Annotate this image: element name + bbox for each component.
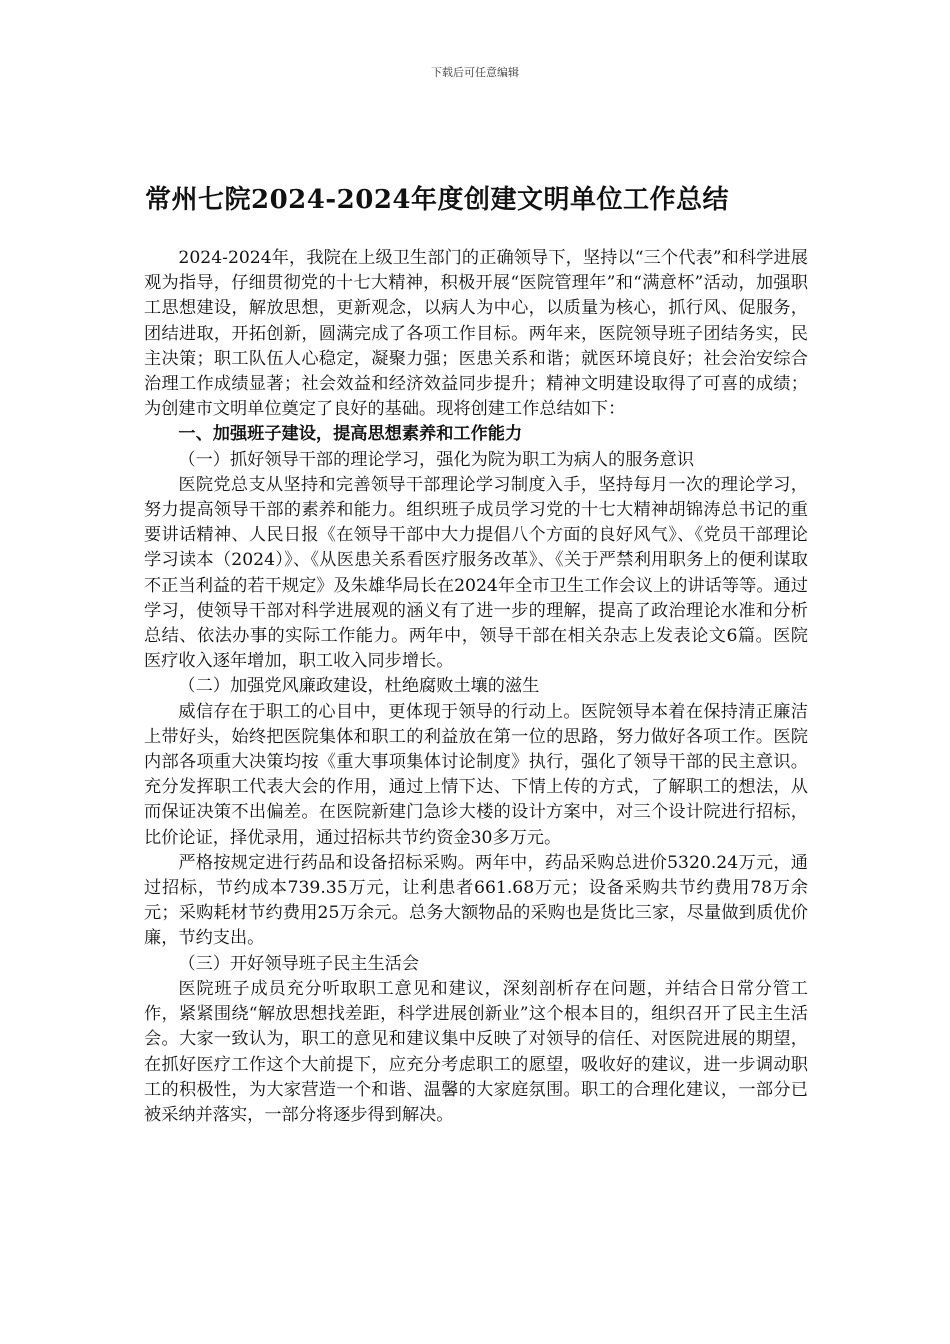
body-paragraph: 威信存在于职工的心目中，更体现于领导的行动上。医院领导本着在保持清正廉洁上带好头，始终把医院集体和职工的利益放在第一位的思路，努力做好各项工作。医院内部各项重大决策均按《重大事项集体讨论制度》执行，强化了领导干部的民主意识。充分发挥职工代表大会的作用，通过上情下达、下情上传的方式，了解职工的想法，从而保证决策不出偏差。在医院新建门急诊大楼的设计方案中，对三个设计院进行招标，比价论证，择优录用，通过招标共节约资金30多万元。 xyxy=(144,701,808,848)
subsection-heading: （一）抓好领导干部的理论学习，强化为院为职工为病人的服务意识 xyxy=(178,449,695,470)
subsection-heading: （三）开好领导班子民主生活会 xyxy=(178,953,420,974)
body-paragraph: 医院班子成员充分听取职工意见和建议，深刻剖析存在问题，并结合日常分管工作，紧紧围绕“解放思想找差距，科学进展创新业”这个根本目的，组织召开了民主生活会。大家一致认为，职工的意见和建议集中反映了对领导的信任、对医院进展的期望，在抓好医疗工作这个大前提下，应充分考虑职工的愿望，吸收好的建议，进一步调动职工的积极性，为大家营造一个和谐、温馨的大家庭氛围。职工的合理化建议，一部分已被采纳并落实，一部分将逐步得到解决。 xyxy=(144,978,808,1125)
subsection-heading: （二）加强党风廉政建设，杜绝腐败土壤的滋生 xyxy=(178,676,540,697)
intro-paragraph: 2024-2024年，我院在上级卫生部门的正确领导下，坚持以“三个代表”和科学进展观为指导，仔细贯彻党的十七大精神，积极开展“医院管理年”和“满意杯”活动，加强职工思想建设，解放思想，更新观念，以病人为中心，以质量为核心，抓行风、促服务，团结进取，开拓创新，圆满完成了各项工作目标。两年来，医院领导班子团结务实，民主决策；职工队伍人心稳定，凝聚力强；医患关系和谐；就医环境良好；社会治安综合治理工作成绩显著；社会效益和经济效益同步提升；精神文明建设取得了可喜的成绩；为创建市文明单位奠定了良好的基础。现将创建工作总结如下： xyxy=(144,248,808,420)
body-paragraph: 医院党总支从坚持和完善领导干部理论学习制度入手，坚持每月一次的理论学习，努力提高领导干部的素养和能力。组织班子成员学习党的十七大精神胡锦涛总书记的重要讲话精神、人民日报《在领导干部中大力提倡八个方面的良好风气》、《党员干部理论学习读本（2024）》、《从医患关系看医疗服务改革》、《关于严禁利用职务上的便利谋取不正当利益的若干规定》及朱雄华局长在2024年全市卫生工作会议上的讲话等等。通过学习，使领导干部对科学进展观的涵义有了进一步的理解，提高了政治理论水准和分析总结、依法办事的实际工作能力。两年中，领导干部在相关杂志上发表论文6篇。医院医疗收入逐年增加，职工收入同步增长。 xyxy=(144,474,808,672)
document-body xyxy=(144,246,808,1128)
body-paragraph: 严格按规定进行药品和设备招标采购。两年中，药品采购总进价5320.24万元，通过招标，节约成本739.35万元，让利患者661.68万元；设备采购共节约费用78万余元；采购耗材节约费用25万余元。总务大额物品的采购也是货比三家，尽量做到质优价廉，节约支出。 xyxy=(144,852,808,949)
document-title: 常州七院2024-2024年度创建文明单位工作总结 xyxy=(145,185,730,215)
page-header-note: 下载后可任意编辑 xyxy=(431,66,519,79)
section-heading: 一、加强班子建设，提高思想素养和工作能力 xyxy=(178,424,523,445)
